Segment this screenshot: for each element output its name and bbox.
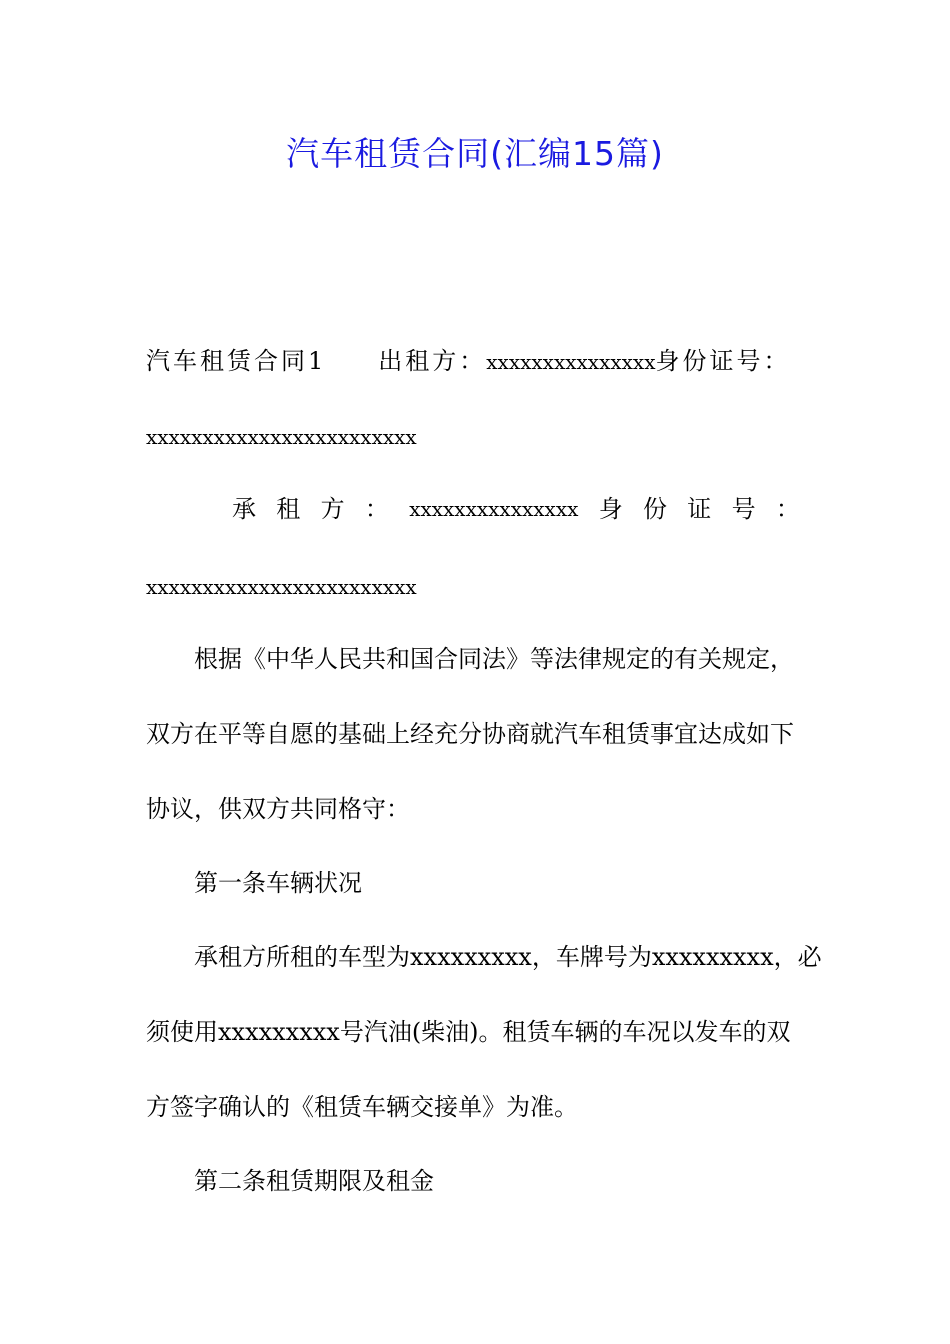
lessee-label-char: 承 — [232, 495, 256, 523]
article-1-line: 须使用xxxxxxxxx号汽油(柴油)。租赁车辆的车况以发车的双 — [146, 1018, 791, 1046]
lessor-id-value: xxxxxxxxxxxxxxxxxxxxxxxx — [146, 425, 417, 449]
intro-paragraph-line: 协议，供双方共同格守： — [146, 795, 410, 823]
contract-heading-line — [146, 346, 806, 377]
contract-label: 汽车租赁合同1 — [146, 347, 327, 375]
lessee-name: xxxxxxxxxxxxxxx — [409, 497, 579, 521]
lessee-id-label-char: 身 — [598, 495, 623, 523]
article-1-line: 方签字确认的《租赁车辆交接单》为准。 — [146, 1093, 578, 1121]
lessee-id-value: xxxxxxxxxxxxxxxxxxxxxxxx — [146, 575, 417, 599]
intro-paragraph-line: 根据《中华人民共和国合同法》等法律规定的有关规定， — [194, 645, 794, 673]
lessee-label-char: 方 — [320, 495, 345, 523]
article-2-title: 第二条租赁期限及租金 — [194, 1167, 434, 1195]
article-1-title: 第一条车辆状况 — [194, 869, 362, 897]
lessee-id-label-char: 份 — [642, 495, 667, 523]
lessee-label-char: ： — [364, 495, 389, 523]
article-1-line: 承租方所租的车型为xxxxxxxxx，车牌号为xxxxxxxxx，必 — [194, 943, 822, 971]
lessor-label: 出租方： — [378, 347, 487, 375]
lessor-id-label: 身份证号： — [655, 347, 791, 375]
lessee-id-label-char: 号 — [731, 495, 756, 523]
document-title: 汽车租赁合同(汇编15篇) — [286, 134, 664, 173]
lessee-id-label-char: ： — [775, 495, 800, 523]
lessee-label-char: 租 — [276, 495, 301, 523]
lessee-id-label-char: 证 — [687, 495, 712, 523]
intro-paragraph-line: 双方在平等自愿的基础上经充分协商就汽车租赁事宜达成如下 — [146, 720, 794, 748]
lessor-name: xxxxxxxxxxxxxxx — [486, 350, 656, 374]
lessee-line — [232, 494, 800, 524]
